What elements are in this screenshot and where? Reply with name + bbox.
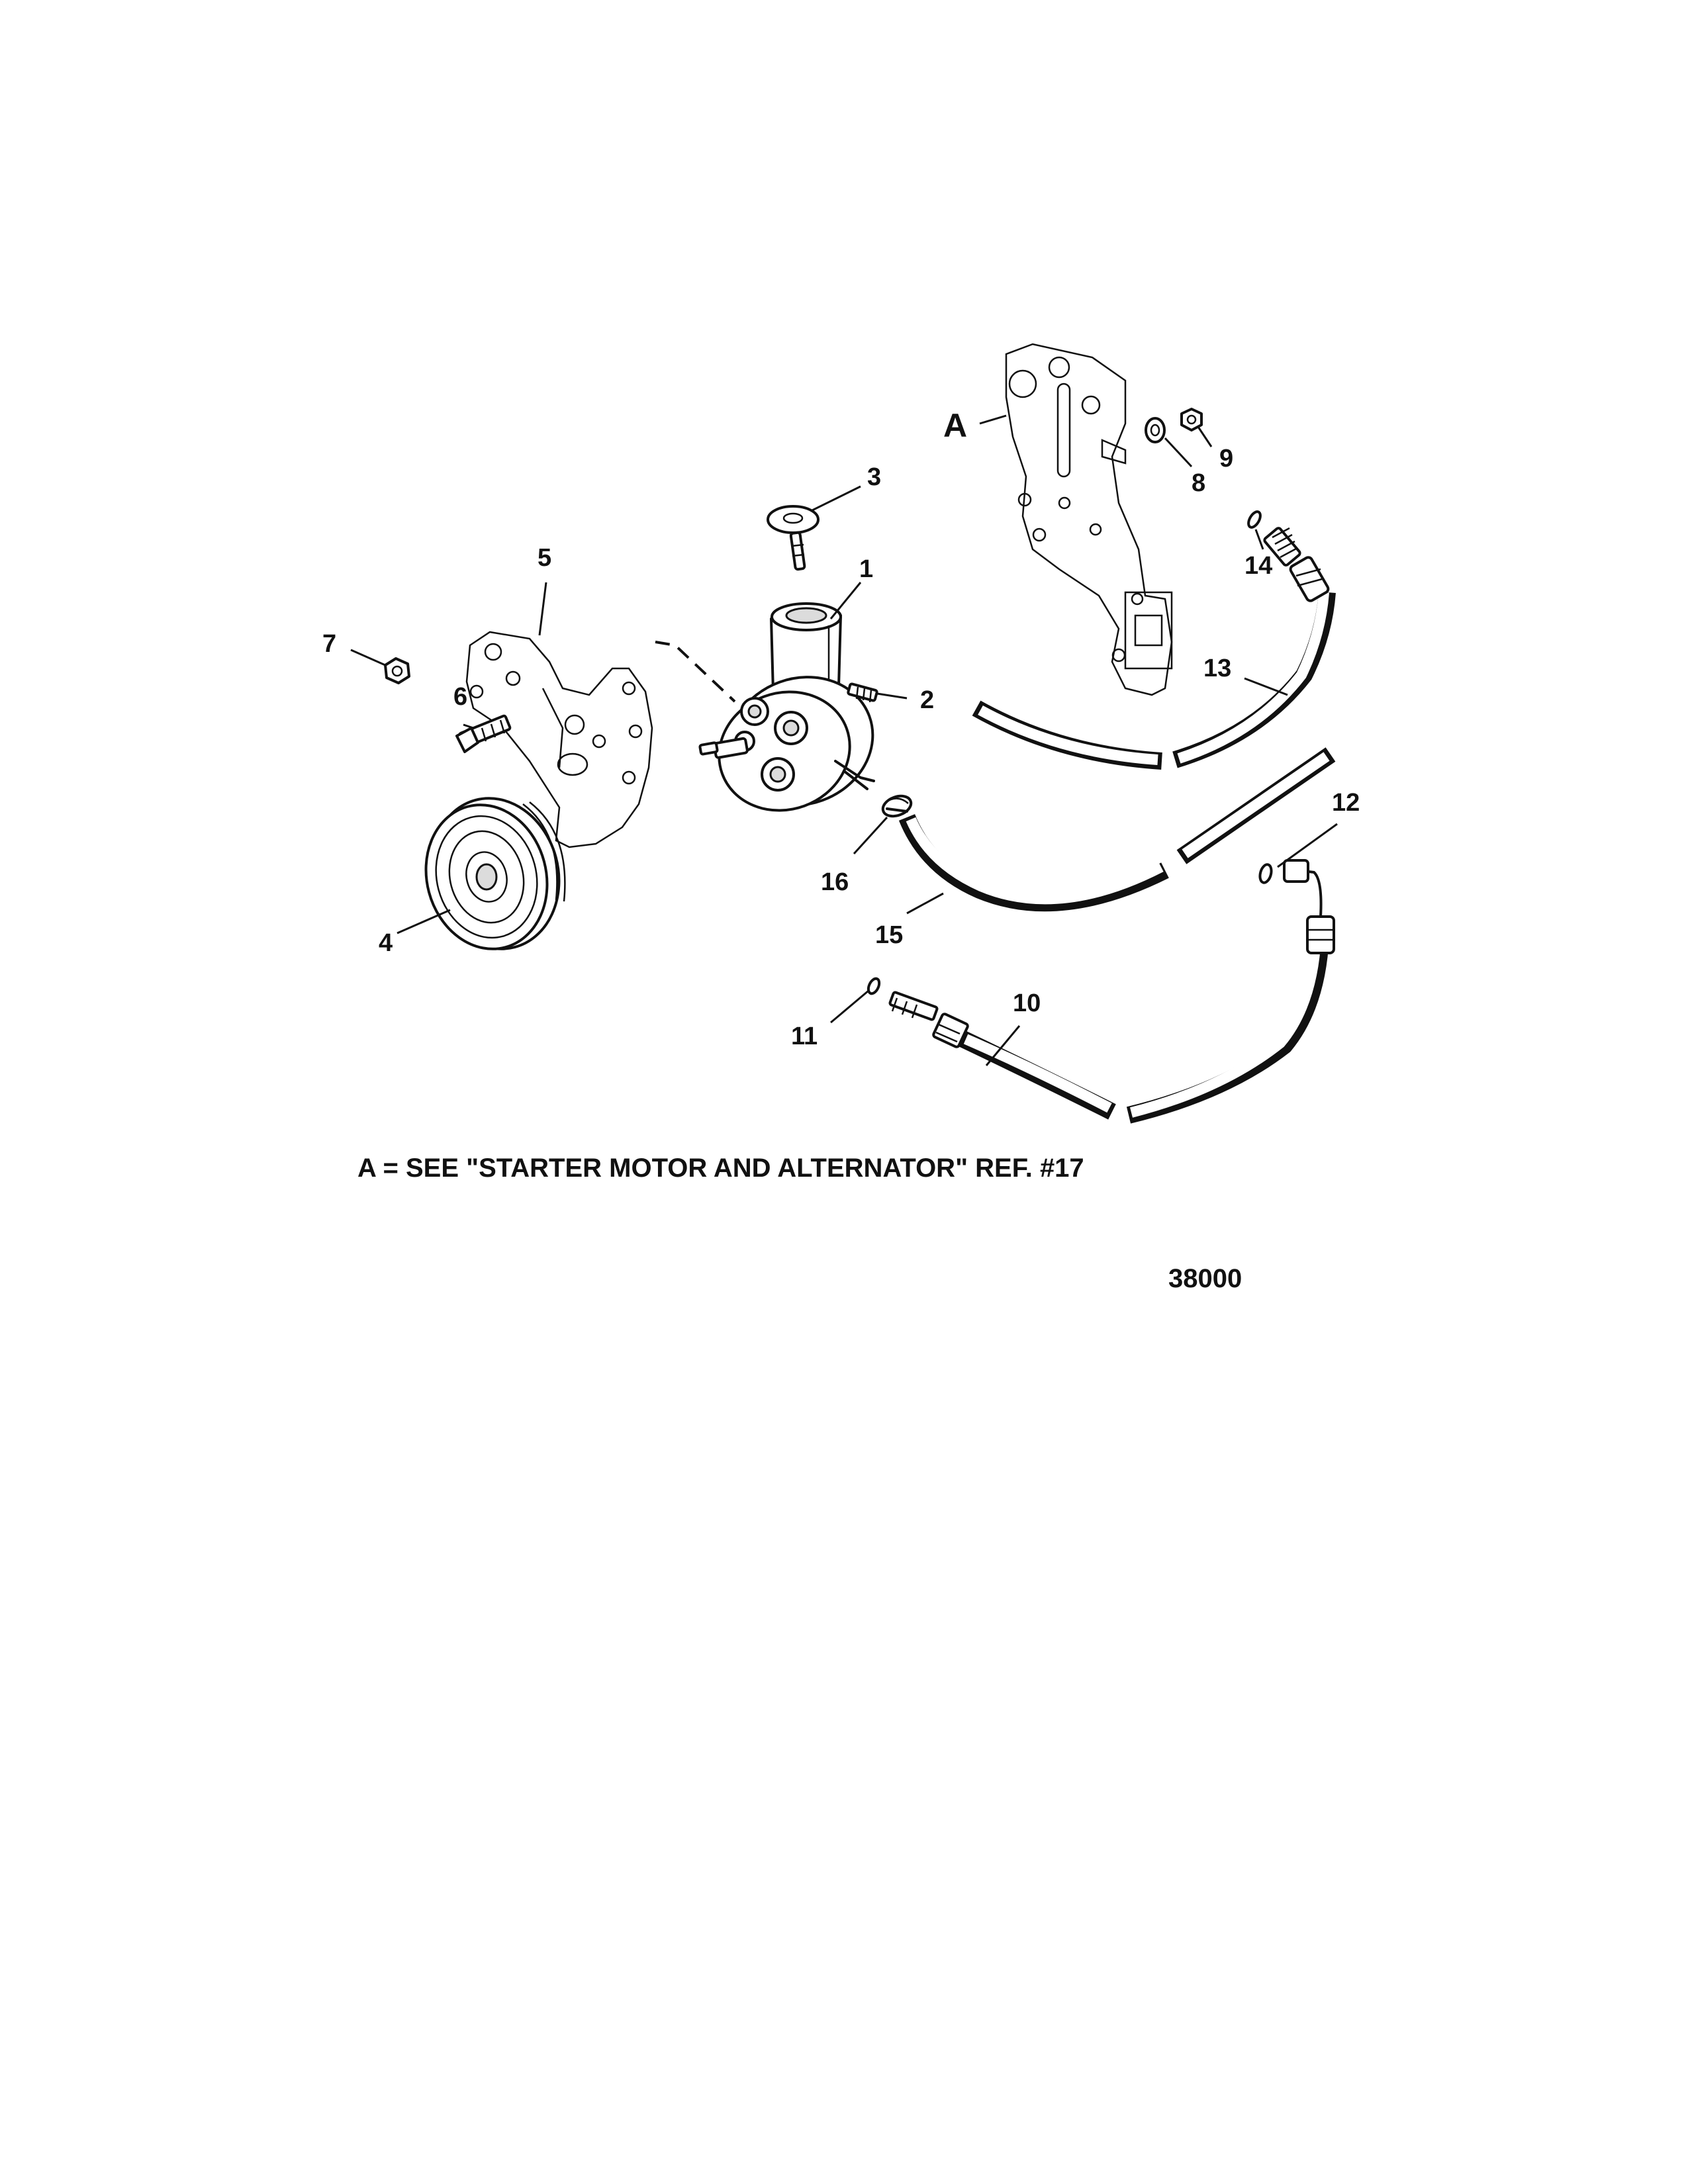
callout-9: 9 [1219, 445, 1234, 473]
callout-16: 16 [821, 868, 849, 896]
bolt-6 [457, 715, 510, 752]
callout-a: A [943, 407, 968, 444]
pulley-4 [410, 784, 576, 963]
callout-10: 10 [1013, 989, 1041, 1017]
callout-3: 3 [867, 463, 882, 491]
o-ring-12 [1258, 863, 1274, 884]
callout-8: 8 [1192, 469, 1206, 497]
callout-14: 14 [1244, 552, 1273, 580]
hose-clamp-16 [880, 792, 914, 819]
callout-12: 12 [1332, 789, 1360, 817]
o-ring-14 [1246, 510, 1262, 529]
callout-5: 5 [538, 544, 552, 572]
callout-13: 13 [1203, 655, 1232, 682]
power-steering-pump-1 [700, 604, 891, 829]
callout-11: 11 [791, 1023, 818, 1050]
figure-reference-number: 38000 [1168, 1264, 1243, 1293]
callout-6: 6 [453, 683, 468, 711]
alignment-dashed-line [655, 642, 735, 702]
hose-13 [976, 527, 1330, 761]
dipstick-cap-3 [768, 506, 818, 570]
callout-4: 4 [379, 929, 393, 957]
reference-note: A = SEE "STARTER MOTOR AND ALTERNATOR" REF. #17 [357, 1154, 1084, 1183]
callout-2: 2 [920, 686, 935, 714]
callout-7: 7 [322, 630, 337, 658]
nut-7 [385, 659, 409, 683]
washer-8 [1146, 418, 1164, 442]
engine-bracket-a [1006, 344, 1172, 695]
callout-15: 15 [875, 921, 904, 949]
callout-1: 1 [859, 555, 874, 583]
o-ring-11 [867, 977, 882, 995]
